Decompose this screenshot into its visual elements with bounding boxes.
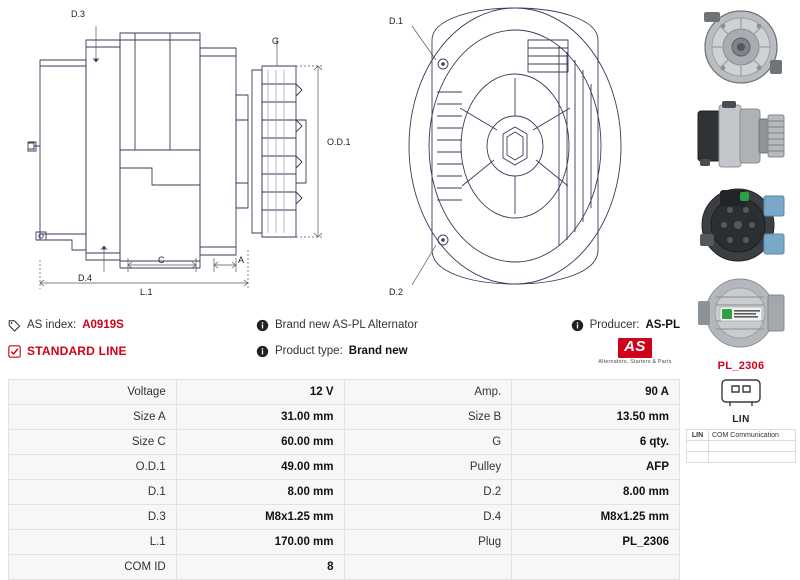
spec-key: D.4 bbox=[344, 505, 512, 530]
info-row-2 bbox=[8, 338, 680, 364]
info-strip bbox=[8, 312, 680, 374]
spec-value: 8 bbox=[176, 555, 344, 580]
spec-value: 49.00 mm bbox=[176, 455, 344, 480]
spec-key: Voltage bbox=[9, 380, 177, 405]
label-d3: D.3 bbox=[71, 9, 86, 19]
producer-cell bbox=[516, 319, 680, 332]
label-od1: O.D.1 bbox=[327, 137, 351, 147]
spec-value: 13.50 mm bbox=[512, 405, 680, 430]
product-type-label: Product type: bbox=[275, 345, 343, 357]
product-photo-labelled[interactable] bbox=[686, 271, 796, 356]
plug-code: PL_2306 bbox=[717, 360, 765, 372]
spec-key: Plug bbox=[344, 530, 512, 555]
spec-value: 31.00 mm bbox=[176, 405, 344, 430]
info-icon bbox=[256, 319, 269, 332]
brand-text: Brand new AS-PL Alternator bbox=[275, 319, 418, 331]
info-icon-product-type bbox=[256, 345, 269, 358]
product-photo-front[interactable] bbox=[686, 4, 796, 89]
table-row bbox=[687, 430, 796, 441]
label-g: G bbox=[272, 36, 280, 46]
spec-key bbox=[344, 555, 512, 580]
product-photo-column bbox=[686, 0, 800, 580]
info-row-1 bbox=[8, 312, 680, 338]
table-row bbox=[9, 430, 680, 455]
lin-value-empty bbox=[709, 452, 796, 463]
spec-value: 8.00 mm bbox=[176, 480, 344, 505]
plug-icon bbox=[686, 374, 796, 408]
label-d2: D.2 bbox=[389, 287, 404, 297]
as-index-value: A0919S bbox=[82, 319, 124, 331]
spec-key: O.D.1 bbox=[9, 455, 177, 480]
info-icon-producer bbox=[571, 319, 584, 332]
standard-line-label: STANDARD LINE bbox=[27, 344, 127, 358]
label-d4: D.4 bbox=[78, 273, 93, 283]
spec-key: COM ID bbox=[9, 555, 177, 580]
specification-table bbox=[8, 379, 680, 580]
plug-diagram bbox=[686, 374, 796, 413]
table-row bbox=[9, 380, 680, 405]
label-a: A bbox=[238, 255, 245, 265]
spec-value: PL_2306 bbox=[512, 530, 680, 555]
standard-line-cell bbox=[8, 344, 256, 358]
spec-key: Size B bbox=[344, 405, 512, 430]
spec-key: G bbox=[344, 430, 512, 455]
spec-key: L.1 bbox=[9, 530, 177, 555]
lin-value-empty bbox=[709, 441, 796, 452]
aspl-logo bbox=[596, 338, 674, 368]
spec-value: 8.00 mm bbox=[512, 480, 680, 505]
product-photo-side[interactable] bbox=[686, 93, 796, 178]
spec-key: D.3 bbox=[9, 505, 177, 530]
spec-value: 12 V bbox=[176, 380, 344, 405]
label-l1: L.1 bbox=[140, 287, 153, 297]
spec-value bbox=[512, 555, 680, 580]
label-d1: D.1 bbox=[389, 16, 404, 26]
lin-key-empty bbox=[687, 441, 709, 452]
plug-lin-label: LIN bbox=[732, 414, 750, 425]
label-c: C bbox=[158, 255, 165, 265]
spec-key: Amp. bbox=[344, 380, 512, 405]
tag-icon bbox=[8, 319, 21, 332]
as-index-cell bbox=[8, 319, 256, 332]
product-type-value: Brand new bbox=[348, 345, 408, 357]
spec-value: AFP bbox=[512, 455, 680, 480]
aspl-logo-text: AS bbox=[618, 338, 652, 358]
product-type-cell bbox=[256, 345, 516, 358]
spec-value: 170.00 mm bbox=[176, 530, 344, 555]
table-row bbox=[687, 452, 796, 463]
as-index-label: AS index: bbox=[27, 319, 77, 331]
aspl-logo-subtitle: Alternators, Starters & Parts bbox=[598, 358, 672, 365]
table-row bbox=[9, 455, 680, 480]
spec-value: M8x1.25 mm bbox=[176, 505, 344, 530]
spec-key: D.1 bbox=[9, 480, 177, 505]
technical-drawings bbox=[0, 0, 686, 305]
table-row bbox=[687, 441, 796, 452]
lin-value: COM Communication bbox=[709, 430, 796, 441]
lin-key-empty bbox=[687, 452, 709, 463]
spec-key: Size A bbox=[9, 405, 177, 430]
alternator-drawing-svg bbox=[0, 0, 686, 305]
checkbox-icon bbox=[8, 345, 21, 358]
lin-communication-table bbox=[686, 429, 796, 463]
table-row bbox=[9, 530, 680, 555]
table-row bbox=[9, 505, 680, 530]
spec-key: Pulley bbox=[344, 455, 512, 480]
brand-cell bbox=[256, 319, 516, 332]
product-photo-rear[interactable] bbox=[686, 182, 796, 267]
spec-key: D.2 bbox=[344, 480, 512, 505]
spec-table-body bbox=[9, 380, 680, 580]
spec-key: Size C bbox=[9, 430, 177, 455]
table-row bbox=[9, 480, 680, 505]
spec-value: 90 A bbox=[512, 380, 680, 405]
spec-value: 6 qty. bbox=[512, 430, 680, 455]
table-row bbox=[9, 555, 680, 580]
spec-value: M8x1.25 mm bbox=[512, 505, 680, 530]
lin-key: LIN bbox=[687, 430, 709, 441]
producer-label: Producer: bbox=[589, 319, 640, 331]
producer-value: AS-PL bbox=[645, 319, 680, 331]
table-row bbox=[9, 405, 680, 430]
spec-value: 60.00 mm bbox=[176, 430, 344, 455]
